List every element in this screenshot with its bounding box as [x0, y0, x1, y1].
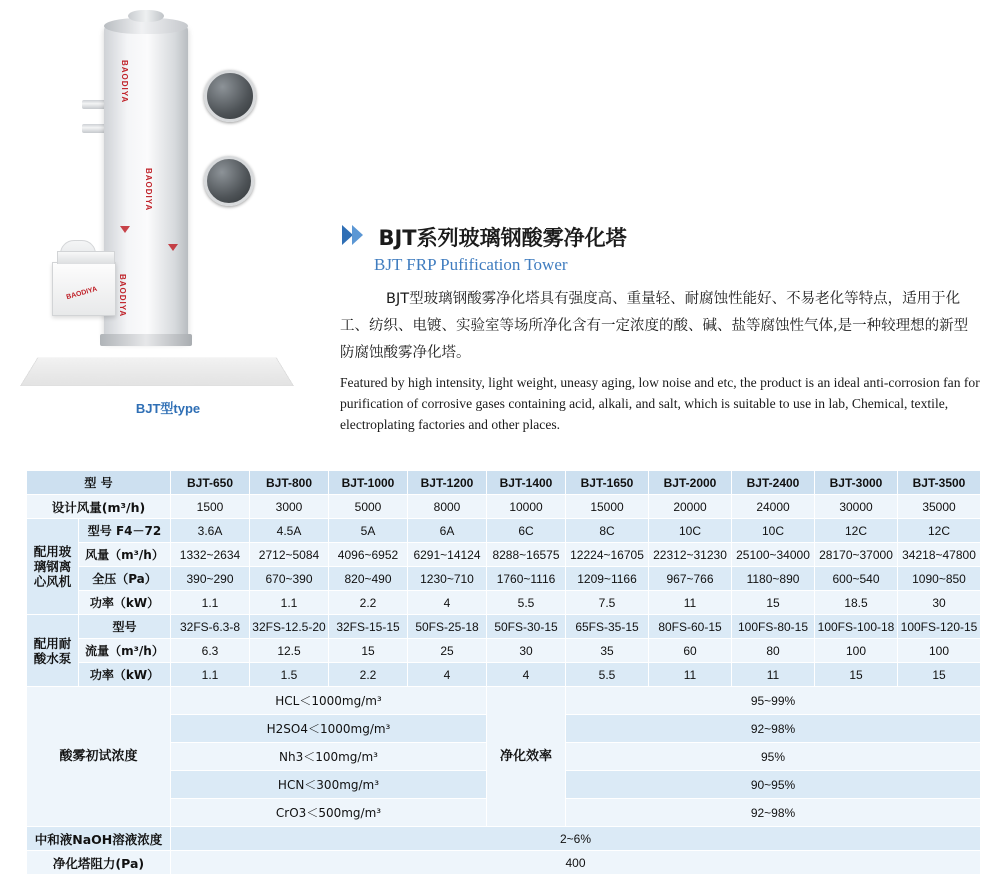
inlet-duct-upper — [82, 100, 106, 109]
cell-pump-flow-6: 35 — [566, 639, 649, 663]
tower-cap — [128, 10, 164, 22]
cell-fan-model-9: 12C — [815, 519, 898, 543]
cell-pump-pow-10: 15 — [898, 663, 981, 687]
tower-base — [100, 334, 192, 346]
table-row-resistance — [27, 851, 981, 875]
cell-pump-flow-2: 12.5 — [250, 639, 329, 663]
cell-fan-pow-6: 7.5 — [566, 591, 649, 615]
cell-eff-3: 95% — [566, 743, 981, 771]
cell-fan-pow-1: 1.1 — [171, 591, 250, 615]
cell-pump-model-6: 65FS-35-15 — [566, 615, 649, 639]
cell-pump-model-3: 32FS-15-15 — [329, 615, 408, 639]
cell-pump-flow-7: 60 — [649, 639, 732, 663]
group-label-pump: 配用耐酸水泵 — [27, 615, 79, 687]
cell-air-2: 3000 — [250, 495, 329, 519]
cell-model-6: BJT-1650 — [566, 471, 649, 495]
cell-fan-press-3: 820~490 — [329, 567, 408, 591]
cell-fan-model-3: 5A — [329, 519, 408, 543]
cell-fan-press-2: 670~390 — [250, 567, 329, 591]
cell-fan-model-4: 6A — [408, 519, 487, 543]
inspection-port-lower — [204, 156, 254, 206]
cell-fan-press-8: 1180~890 — [732, 567, 815, 591]
cell-pump-pow-8: 11 — [732, 663, 815, 687]
inlet-duct-lower — [82, 124, 106, 133]
cell-air-7: 20000 — [649, 495, 732, 519]
row-label-fan-airflow: 风量（m³/h） — [79, 543, 171, 567]
cell-air-9: 30000 — [815, 495, 898, 519]
cell-conc-2: H2SO4＜1000mg/m³ — [171, 715, 487, 743]
cell-pump-model-10: 100FS-120-15 — [898, 615, 981, 639]
cell-pump-pow-6: 5.5 — [566, 663, 649, 687]
row-label-pump-flow: 流量（m³/h） — [79, 639, 171, 663]
cell-fan-air-5: 8288~16575 — [487, 543, 566, 567]
cell-conc-5: CrO3＜500mg/m³ — [171, 799, 487, 827]
row-label-naoh: 中和液NaOH溶液浓度 — [27, 827, 171, 851]
cell-pump-pow-2: 1.5 — [250, 663, 329, 687]
table-row-pump-flow — [27, 639, 981, 663]
brand-label: BAODIYA — [144, 168, 153, 212]
cell-pump-pow-3: 2.2 — [329, 663, 408, 687]
cell-model-2: BJT-800 — [250, 471, 329, 495]
cell-fan-air-7: 22312~31230 — [649, 543, 732, 567]
cell-fan-model-6: 8C — [566, 519, 649, 543]
cell-pump-flow-9: 100 — [815, 639, 898, 663]
row-label-fan-power: 功率（kW） — [79, 591, 171, 615]
description-en: Featured by high intensity, light weight, uneasy aging, low noise and etc, the product is an ideal anti-corrosion fan for purification of corrosive gases containing acid, alkali, and salt, which is suitable to use in lab, Chemical, textile, electroplating factories and other places. — [340, 375, 980, 432]
cell-fan-pow-3: 2.2 — [329, 591, 408, 615]
cell-fan-air-3: 4096~6952 — [329, 543, 408, 567]
cell-air-6: 15000 — [566, 495, 649, 519]
cell-model-1: BJT-650 — [171, 471, 250, 495]
cell-pump-model-7: 80FS-60-15 — [649, 615, 732, 639]
cell-fan-pow-2: 1.1 — [250, 591, 329, 615]
specification-table — [26, 470, 981, 875]
group-label-concentration: 酸雾初试浓度 — [27, 687, 171, 827]
cell-fan-air-9: 28170~37000 — [815, 543, 898, 567]
row-label-design-airflow: 设计风量(m³/h) — [27, 495, 171, 519]
cell-conc-3: Nh3＜100mg/m³ — [171, 743, 487, 771]
photo-caption: BJT型type — [135, 401, 201, 416]
cell-resistance-value: 400 — [171, 851, 981, 875]
cell-model-7: BJT-2000 — [649, 471, 732, 495]
cell-fan-pow-8: 15 — [732, 591, 815, 615]
cell-fan-pow-5: 5.5 — [487, 591, 566, 615]
cell-fan-press-9: 600~540 — [815, 567, 898, 591]
cell-pump-model-4: 50FS-25-18 — [408, 615, 487, 639]
cell-pump-pow-7: 11 — [649, 663, 732, 687]
table-row-design-airflow — [27, 495, 981, 519]
cell-pump-flow-4: 25 — [408, 639, 487, 663]
cell-fan-model-2: 4.5A — [250, 519, 329, 543]
cell-air-3: 5000 — [329, 495, 408, 519]
row-label-resistance: 净化塔阻力(Pa) — [27, 851, 171, 875]
double-chevron-right-icon — [340, 223, 366, 252]
cell-fan-air-10: 34218~47800 — [898, 543, 981, 567]
table-row-conc-1 — [27, 687, 981, 715]
cell-pump-flow-3: 15 — [329, 639, 408, 663]
floor-plate — [20, 357, 294, 386]
table-row-fan-power — [27, 591, 981, 615]
cell-air-5: 10000 — [487, 495, 566, 519]
cell-fan-air-4: 6291~14124 — [408, 543, 487, 567]
cell-pump-flow-10: 100 — [898, 639, 981, 663]
cell-fan-pow-9: 18.5 — [815, 591, 898, 615]
cell-air-8: 24000 — [732, 495, 815, 519]
cell-model-4: BJT-1200 — [408, 471, 487, 495]
cell-air-1: 1500 — [171, 495, 250, 519]
cell-fan-pow-7: 11 — [649, 591, 732, 615]
cell-conc-1: HCL＜1000mg/m³ — [171, 687, 487, 715]
cell-fan-model-10: 12C — [898, 519, 981, 543]
brand-label: BAODIYA — [118, 274, 127, 318]
page-title-cn: BJT系列玻璃钢酸雾净化塔 — [378, 226, 627, 250]
cell-fan-model-7: 10C — [649, 519, 732, 543]
table-row-fan-airflow — [27, 543, 981, 567]
cell-model-9: BJT-3000 — [815, 471, 898, 495]
cell-fan-press-4: 1230~710 — [408, 567, 487, 591]
cell-fan-model-8: 10C — [732, 519, 815, 543]
product-illustration — [8, 4, 328, 390]
table-row-pump-power — [27, 663, 981, 687]
cell-fan-pow-10: 30 — [898, 591, 981, 615]
cell-air-10: 35000 — [898, 495, 981, 519]
row-label-pump-model: 型号 — [79, 615, 171, 639]
row-label-pump-power: 功率（kW） — [79, 663, 171, 687]
section-heading — [340, 222, 980, 275]
cell-model-10: BJT-3500 — [898, 471, 981, 495]
description-cn: BJT型玻璃钢酸雾净化塔具有强度高、重量轻、耐腐蚀性能好、不易老化等特点，适用于化工、纺织、电镀、实验室等场所净化含有一定浓度的酸、碱、盐等腐蚀性气体,是一种较理想的新型防腐蚀酸雾净化塔。 — [340, 291, 969, 361]
group-label-fan: 配用玻璃钢离心风机 — [27, 519, 79, 615]
cell-eff-5: 92~98% — [566, 799, 981, 827]
cell-eff-2: 92~98% — [566, 715, 981, 743]
cell-pump-model-1: 32FS-6.3-8 — [171, 615, 250, 639]
red-marker-icon — [120, 226, 130, 233]
cell-fan-press-10: 1090~850 — [898, 567, 981, 591]
row-label-fan-model: 型号 F4－72 — [79, 519, 171, 543]
cell-fan-model-5: 6C — [487, 519, 566, 543]
row-label-model: 型 号 — [27, 471, 171, 495]
cell-eff-4: 90~95% — [566, 771, 981, 799]
cell-pump-pow-1: 1.1 — [171, 663, 250, 687]
inspection-port-upper — [204, 70, 256, 122]
cell-model-3: BJT-1000 — [329, 471, 408, 495]
cell-fan-press-5: 1760~1116 — [487, 567, 566, 591]
cell-naoh-value: 2~6% — [171, 827, 981, 851]
cell-eff-1: 95~99% — [566, 687, 981, 715]
cell-pump-pow-4: 4 — [408, 663, 487, 687]
product-photo — [0, 0, 336, 430]
table-row-model — [27, 471, 981, 495]
cell-fan-pow-4: 4 — [408, 591, 487, 615]
cell-pump-flow-5: 30 — [487, 639, 566, 663]
brand-label: BAODIYA — [65, 285, 98, 302]
table-row-pump-model — [27, 615, 981, 639]
cell-fan-air-6: 12224~16705 — [566, 543, 649, 567]
cell-pump-flow-8: 80 — [732, 639, 815, 663]
cell-pump-model-9: 100FS-100-18 — [815, 615, 898, 639]
cell-pump-model-5: 50FS-30-15 — [487, 615, 566, 639]
page-title-en: BJT FRP Pufification Tower — [374, 255, 568, 274]
cell-air-4: 8000 — [408, 495, 487, 519]
cell-fan-press-6: 1209~1166 — [566, 567, 649, 591]
cell-pump-model-2: 32FS-12.5-20 — [250, 615, 329, 639]
cell-pump-model-8: 100FS-80-15 — [732, 615, 815, 639]
row-label-fan-pressure: 全压（Pa） — [79, 567, 171, 591]
table-row-naoh — [27, 827, 981, 851]
group-label-efficiency: 净化效率 — [487, 687, 566, 827]
cell-model-5: BJT-1400 — [487, 471, 566, 495]
table-row-fan-model — [27, 519, 981, 543]
cell-fan-air-2: 2712~5084 — [250, 543, 329, 567]
cell-pump-flow-1: 6.3 — [171, 639, 250, 663]
cell-fan-press-1: 390~290 — [171, 567, 250, 591]
cell-fan-air-1: 1332~2634 — [171, 543, 250, 567]
cell-model-8: BJT-2400 — [732, 471, 815, 495]
cell-fan-model-1: 3.6A — [171, 519, 250, 543]
red-marker-icon — [168, 244, 178, 251]
brand-label: BAODIYA — [120, 60, 129, 104]
table-row-fan-pressure — [27, 567, 981, 591]
cell-fan-air-8: 25100~34000 — [732, 543, 815, 567]
cell-conc-4: HCN＜300mg/m³ — [171, 771, 487, 799]
cell-fan-press-7: 967~766 — [649, 567, 732, 591]
cell-pump-pow-5: 4 — [487, 663, 566, 687]
cell-pump-pow-9: 15 — [815, 663, 898, 687]
